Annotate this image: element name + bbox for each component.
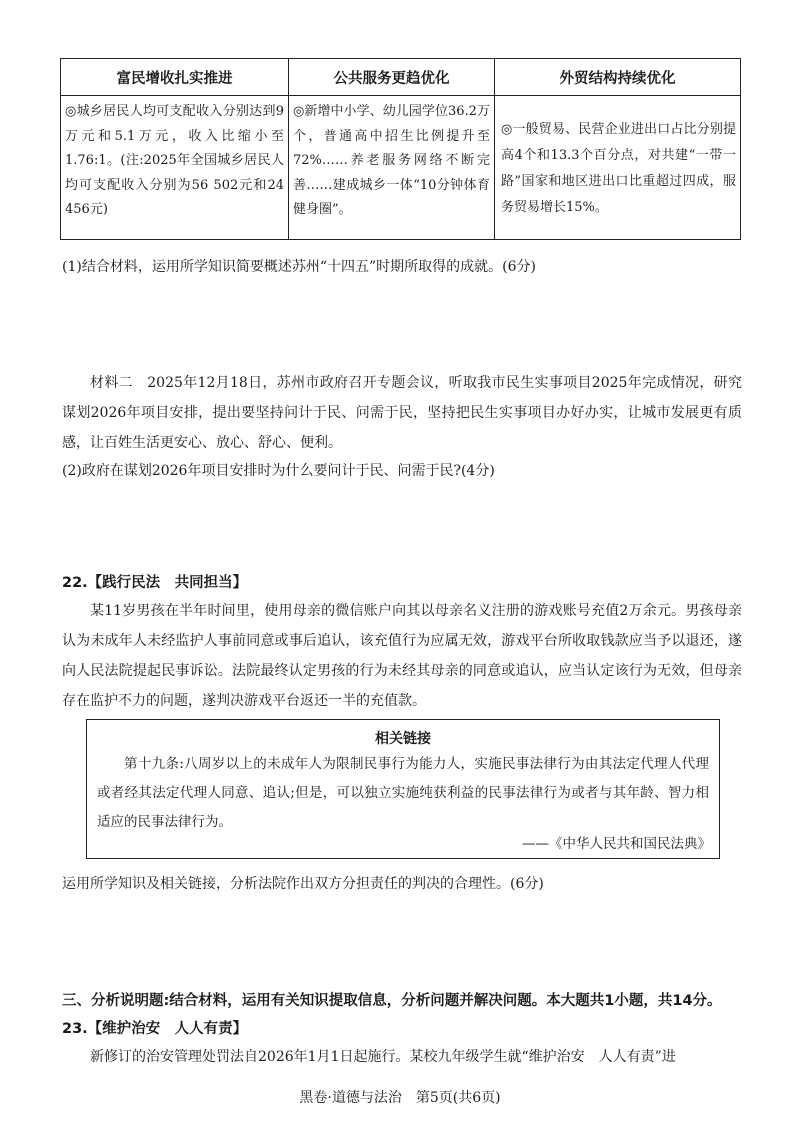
- question-22-case: [62, 596, 742, 716]
- question-2: (2)政府在谋划2026年项目安排时为什么要问计于民、问需于民?(4分): [62, 463, 495, 479]
- related-link-source: ——《中华人民共和国民法典》: [522, 836, 711, 852]
- related-link-body: 第十九条:八周岁以上的未成年人为限制民事行为能力人，实施民事法律行为由其法定代理人代理或者经其法定代理人同意、追认;但是，可以独立实施纯获利益的民事法律行为或者与其年龄、智力相适应的民事法律行为。: [97, 756, 709, 830]
- page-footer: 黑卷·道德与法治 第5页(共6页): [299, 1090, 501, 1106]
- question-23-intro: [62, 1042, 742, 1072]
- question-23-intro-text: 新修订的治安管理处罚法自2026年1月1日起施行。某校九年级学生就“维护治安 人人有责”进: [90, 1049, 676, 1065]
- table-cell: ◎城乡居民人均可支配收入分别达到9万元和5.1万元，收入比缩小至1.76:1。(注:2025年全国城乡居民人均可支配收入分别为56 502元和24 456元): [61, 96, 289, 240]
- question-22-prompt: 运用所学知识及相关链接，分析法院作出双方分担责任的判决的合理性。(6分): [62, 876, 544, 892]
- table-cell: ◎一般贸易、民营企业进出口占比分别提高4个和13.3个百分点，对共建“一带一路”国家和地区进出口比重超过四成，服务贸易增长15%。: [495, 96, 741, 240]
- question-22-title: 22.【践行民法 共同担当】: [62, 575, 248, 591]
- question-22-case-text: 某11岁男孩在半年时间里，使用母亲的微信账户向其以母亲名义注册的游戏账号充值2万余元。男孩母亲认为未成年人未经监护人事前同意或事后追认，该充值行为应属无效，游戏平台所收取钱款应当予以退还，遂向人民法院提起民事诉讼。法院最终认定男孩的行为未经其母亲的同意或追认，应当认定该行为无效，但母亲存在监护不力的问题，遂判决游戏平台返还一半的充值款。: [62, 603, 742, 709]
- table-header: 公共服务更趋优化: [289, 59, 495, 96]
- table-header: 外贸结构持续优化: [495, 59, 741, 96]
- achievement-table: [60, 58, 741, 240]
- table-cell: ◎新增中小学、幼儿园学位36.2万个，普通高中招生比例提升至72%……养老服务网络不断完善……建成城乡一体“10分钟体育健身圈”。: [289, 96, 495, 240]
- material-2: [62, 368, 742, 458]
- table-header-row: [61, 59, 741, 96]
- related-link-title: 相关链接: [375, 731, 431, 747]
- material-2-text: 材料二 2025年12月18日，苏州市政府召开专题会议，听取我市民生实事项目2025年完成情况，研究谋划2026年项目安排，提出要坚持问计于民、问需于民，坚持把民生实事项目办好办实，让城市发展更有质感，让百姓生活更安心、放心、舒心、便利。: [62, 375, 742, 451]
- section-3-instructions: 三、分析说明题:结合材料，运用有关知识提取信息，分析问题并解决问题。本大题共1小题，共14分。: [62, 993, 722, 1009]
- table-row: [61, 96, 741, 240]
- table-header: 富民增收扎实推进: [61, 59, 289, 96]
- related-link-box: [86, 719, 720, 859]
- question-1: (1)结合材料，运用所学知识简要概述苏州“十四五”时期所取得的成就。(6分): [62, 259, 536, 275]
- question-23-title: 23.【维护治安 人人有责】: [62, 1021, 248, 1037]
